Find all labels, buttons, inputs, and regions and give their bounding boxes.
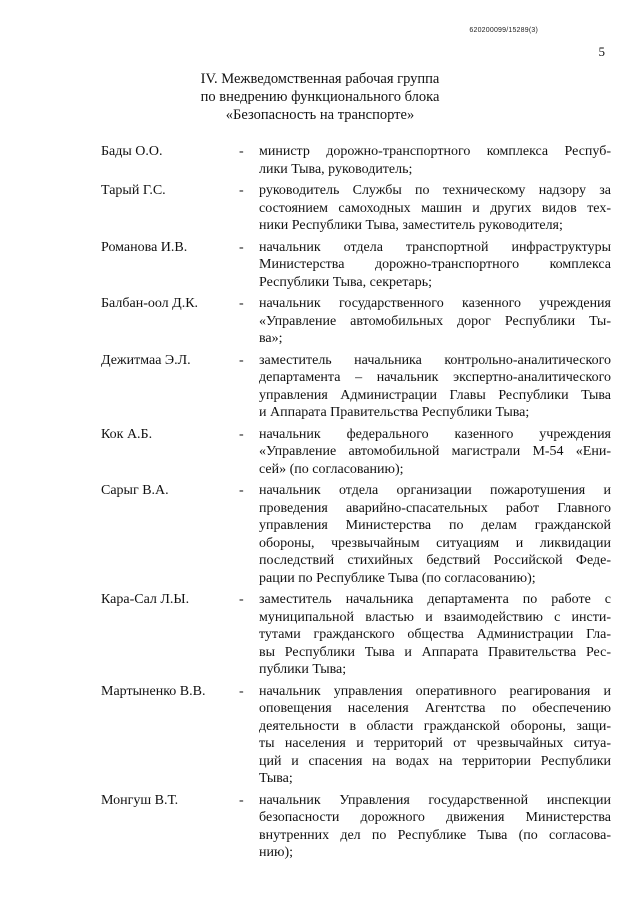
member-name: Монгуш В.Т. — [101, 792, 179, 808]
member-row — [101, 295, 611, 348]
member-role-line: состоянием самоходных машин и других видов тех- — [259, 200, 611, 216]
member-role-line: и Аппарата Правительства Республики Тыва; — [259, 405, 530, 420]
member-role-line: нию); — [259, 845, 293, 860]
member-role-line: управления Министерства по делам гражданской — [259, 518, 611, 533]
section-title-line: по внедрению функционального блока — [200, 89, 440, 105]
member-role-line: муниципальной властью и взаимодействию с инсти- — [259, 609, 611, 625]
member-row — [101, 182, 611, 235]
member-row — [101, 591, 611, 679]
member-role-line: обороны, чрезвычайным ситуациям и ликвидации — [259, 535, 611, 551]
member-role-line: оповещения населения Агентства по обеспечению — [259, 701, 611, 716]
member-role-line: тутами гражданского общества Администрации Гла- — [259, 627, 611, 642]
member-dash: - — [239, 352, 244, 368]
member-role-line: начальник Управления государственной инспекции — [259, 792, 611, 808]
document-code: 620200099/15289(3) — [469, 27, 538, 34]
member-role-line: Республики Тыва, секретарь; — [259, 274, 433, 290]
member-role-line: ва»; — [259, 331, 283, 346]
member-role — [259, 426, 611, 479]
section-title — [180, 70, 460, 124]
member-role-line: ты населения и территорий от чрезвычайных ситуа- — [259, 736, 611, 751]
member-dash: - — [239, 183, 244, 198]
member-role-line: внутренних дел по Республике Тыва (по согласова- — [259, 827, 611, 843]
member-role-line: департамента – начальник экспертно-аналитического — [259, 370, 611, 385]
member-role — [259, 239, 611, 292]
member-role-line: вы Республики Тыва и Аппарата Правительства Рес- — [259, 644, 611, 660]
member-role — [259, 295, 611, 348]
member-dash: - — [239, 426, 244, 442]
member-name: Мартыненко В.В. — [101, 683, 206, 699]
section-title-line: «Безопасность на транспорте» — [225, 107, 415, 123]
member-role-line: публики Тыва; — [259, 662, 347, 677]
member-role-line: заместитель начальника контрольно-аналитического — [259, 352, 611, 368]
member-role-line: начальник государственного казенного учреждения — [259, 296, 611, 311]
member-row — [101, 683, 611, 788]
member-role — [259, 143, 611, 178]
member-role-line: министр дорожно-транспортного комплекса Респуб- — [259, 144, 611, 159]
member-row — [101, 352, 611, 422]
section-title-line: IV. Межведомственная рабочая группа — [200, 71, 440, 87]
member-role-line: безопасности дорожного движения Министерства — [259, 810, 611, 825]
member-role — [259, 182, 611, 235]
member-role-line: управления Администрации Главы Республики Тыва — [259, 387, 611, 403]
member-dash: - — [239, 296, 244, 311]
member-role — [259, 352, 611, 422]
member-role-line: ники Республики Тыва, заместитель руководителя; — [259, 218, 563, 233]
member-row — [101, 426, 611, 479]
member-role — [259, 482, 611, 587]
member-row — [101, 482, 611, 587]
member-name: Балбан-оол Д.К. — [101, 296, 199, 311]
member-role-line: Министерства дорожно-транспортного комплекса — [259, 257, 611, 272]
member-name: Кок А.Б. — [101, 426, 153, 442]
member-role-line: начальник управления оперативного реагирования и — [259, 683, 611, 699]
member-role — [259, 683, 611, 788]
member-name: Дежитмаа Э.Л. — [101, 352, 191, 368]
member-dash: - — [239, 592, 244, 607]
member-role-line: начальник отдела организации пожаротушения и — [259, 483, 611, 498]
member-role-line: проведения аварийно-спасательных работ Главного — [259, 500, 611, 516]
member-list — [101, 143, 611, 866]
member-role-line: начальник отдела транспортной инфраструктуры — [259, 239, 611, 255]
member-role-line: рации по Республике Тыва (по согласованию); — [259, 570, 536, 586]
member-row — [101, 239, 611, 292]
member-role-line: лики Тыва, руководитель; — [259, 161, 413, 177]
member-role-line: начальник федерального казенного учреждения — [259, 426, 611, 442]
member-dash: - — [239, 239, 244, 255]
member-dash: - — [239, 792, 244, 808]
member-dash: - — [239, 683, 244, 699]
member-role — [259, 792, 611, 862]
member-role-line: «Управление автомобильной магистрали М-54 «Ени- — [259, 444, 611, 459]
member-role-line: руководитель Службы по техническому надзору за — [259, 183, 611, 198]
member-row — [101, 792, 611, 862]
member-role-line: Тыва; — [259, 771, 293, 786]
member-role — [259, 591, 611, 679]
member-name: Сарыг В.А. — [101, 483, 169, 498]
member-name: Кара-Сал Л.Ы. — [101, 592, 190, 607]
member-role-line: сей» (по согласованию); — [259, 461, 404, 477]
member-role-line: «Управление автомобильных дорог Республики Ты- — [259, 313, 611, 329]
member-name: Романова И.В. — [101, 239, 188, 255]
member-role-line: последствий стихийных бедствий Российской Феде- — [259, 553, 611, 568]
member-dash: - — [239, 483, 244, 498]
member-role-line: деятельности в области гражданской обороны, защи- — [259, 718, 611, 734]
member-row — [101, 143, 611, 178]
member-role-line: заместитель начальника департамента по работе с — [259, 592, 611, 607]
member-name: Тарый Г.С. — [101, 183, 166, 198]
page-number: 5 — [598, 44, 605, 59]
member-dash: - — [239, 144, 244, 159]
member-name: Бады О.О. — [101, 144, 163, 159]
member-role-line: ций и спасения на водах на территории Республики — [259, 753, 611, 769]
